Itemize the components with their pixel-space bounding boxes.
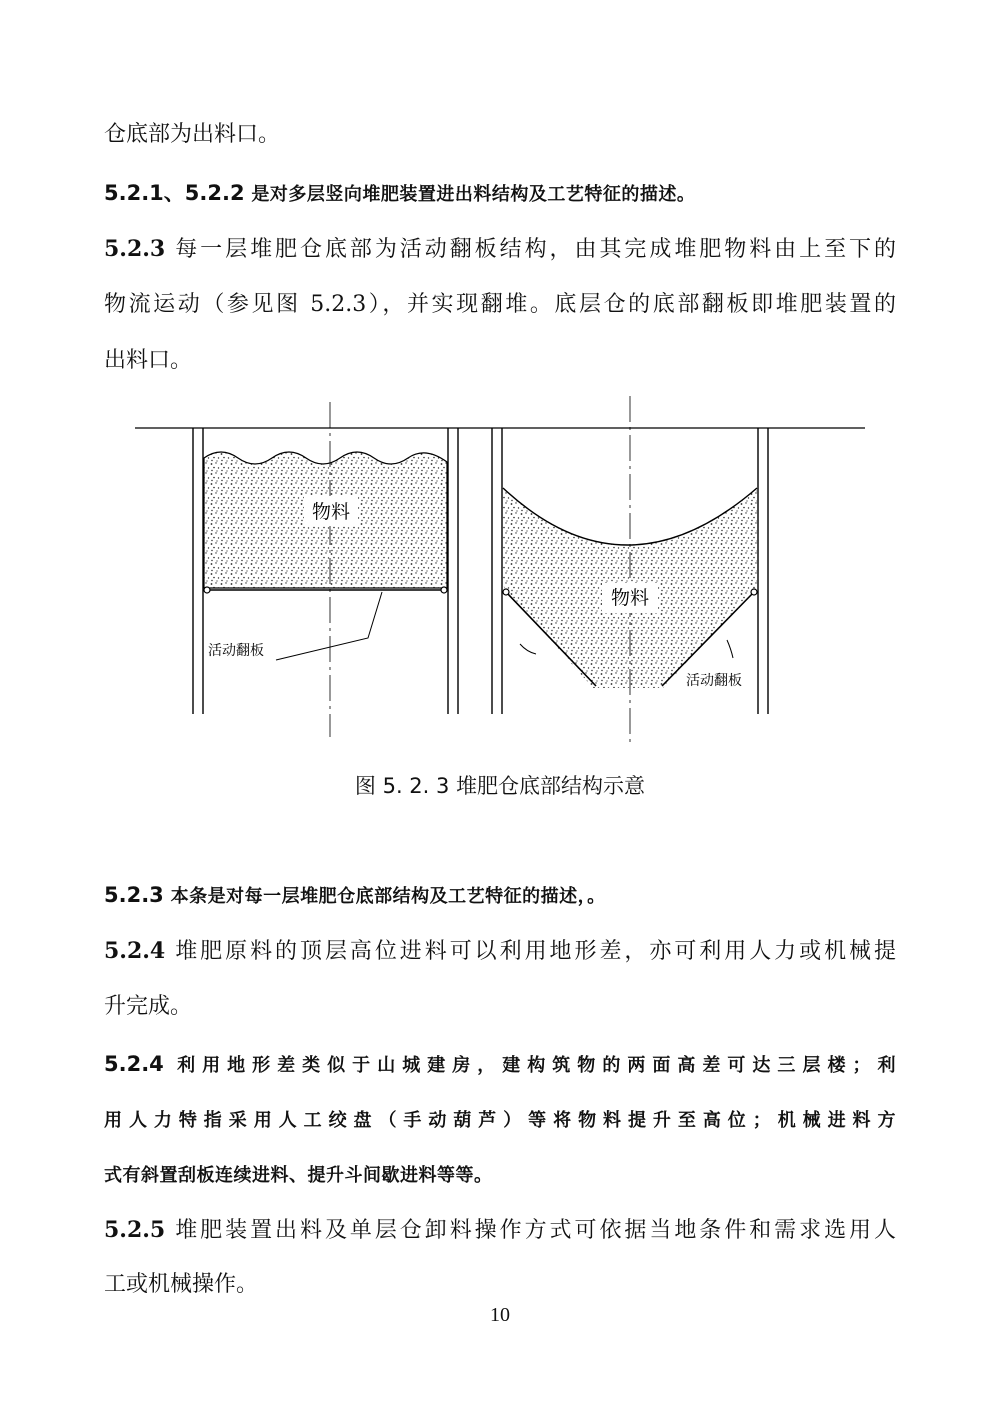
clause-5-2-3-line3 <box>104 346 896 376</box>
right-flap-hinge <box>441 587 447 593</box>
commentary-5-2-4-line1 <box>104 1049 896 1081</box>
right-flap-hinge <box>751 589 757 595</box>
compost-bin-bottom-diagram <box>130 392 870 752</box>
right-material-label: 物料 <box>610 587 650 609</box>
commentary-5-2-1 <box>104 178 896 210</box>
commentary-5-2-3 <box>104 880 896 912</box>
body-text: 仓底部为出料口。 <box>104 122 281 147</box>
left-flap-hinge <box>204 587 210 593</box>
left-plate-leader <box>276 592 382 660</box>
body-text: 堆肥装置出料及单层仓卸料操作方式可依据当地条件和需求选用人 <box>175 1218 896 1243</box>
commentary-text: 本条是对每一层堆肥仓底部结构及工艺特征的描述，。 <box>170 886 606 907</box>
clause-number: 5.2.4 <box>104 938 166 964</box>
commentary-5-2-4-line3 <box>104 1161 896 1191</box>
commentary-5-2-4-line2 <box>104 1106 896 1136</box>
clause-5-2-5-line2 <box>104 1270 896 1300</box>
body-text: 升完成。 <box>104 994 193 1019</box>
clause-5-2-3-line1 <box>104 234 896 265</box>
right-swing-arc <box>727 640 733 658</box>
left-plate-label: 活动翻板 <box>208 643 264 659</box>
left-flap-hinge <box>503 589 509 595</box>
body-text: 物流运动（参见图 5.2.3），并实现翻堆。底层仓的底部翻板即堆肥装置的 <box>104 292 896 317</box>
page-number: 10 <box>490 1304 510 1326</box>
body-text: 堆肥原料的顶层高位进料可以利用地形差，亦可利用人力或机械提 <box>175 939 896 964</box>
commentary-text: 利用地形差类似于山城建房，建构筑物的两面高差可达三层楼；利 <box>177 1055 896 1076</box>
commentary-text: 式有斜置刮板连续进料、提升斗间歇进料等等。 <box>104 1165 493 1186</box>
clause-number: 5.2.4 <box>104 1052 164 1076</box>
clause-5-2-5-line1 <box>104 1215 896 1246</box>
body-text: 每一层堆肥仓底部为活动翻板结构，由其完成堆肥物料由上至下的 <box>175 237 896 262</box>
clause-number: 5.2.5 <box>104 1217 166 1243</box>
commentary-text: 是对多层竖向堆肥装置进出料结构及工艺特征的描述。 <box>251 184 696 205</box>
right-bin <box>492 396 768 747</box>
clause-number: 5.2.3 <box>104 883 164 907</box>
clause-5-2-4-line1 <box>104 936 896 967</box>
body-text: 工或机械操作。 <box>104 1272 259 1297</box>
left-material-label: 物料 <box>311 501 351 523</box>
clause-5-2-3-line2 <box>104 290 896 320</box>
left-bin <box>193 402 458 737</box>
body-text: 出料口。 <box>104 348 193 373</box>
clause-5-2-4-line2 <box>104 992 896 1022</box>
clause-number: 5.2.3 <box>104 236 166 262</box>
commentary-text: 用人力特指采用人工绞盘（手动葫芦）等将物料提升至高位；机械进料方 <box>104 1110 896 1131</box>
paragraph-line <box>104 120 896 150</box>
clause-number: 5.2.1、5.2.2 <box>104 181 245 205</box>
right-plate-label: 活动翻板 <box>686 673 742 689</box>
figure-caption: 图 5. 2. 3 堆肥仓底部结构示意 <box>354 774 646 798</box>
left-swing-arc <box>520 644 536 654</box>
